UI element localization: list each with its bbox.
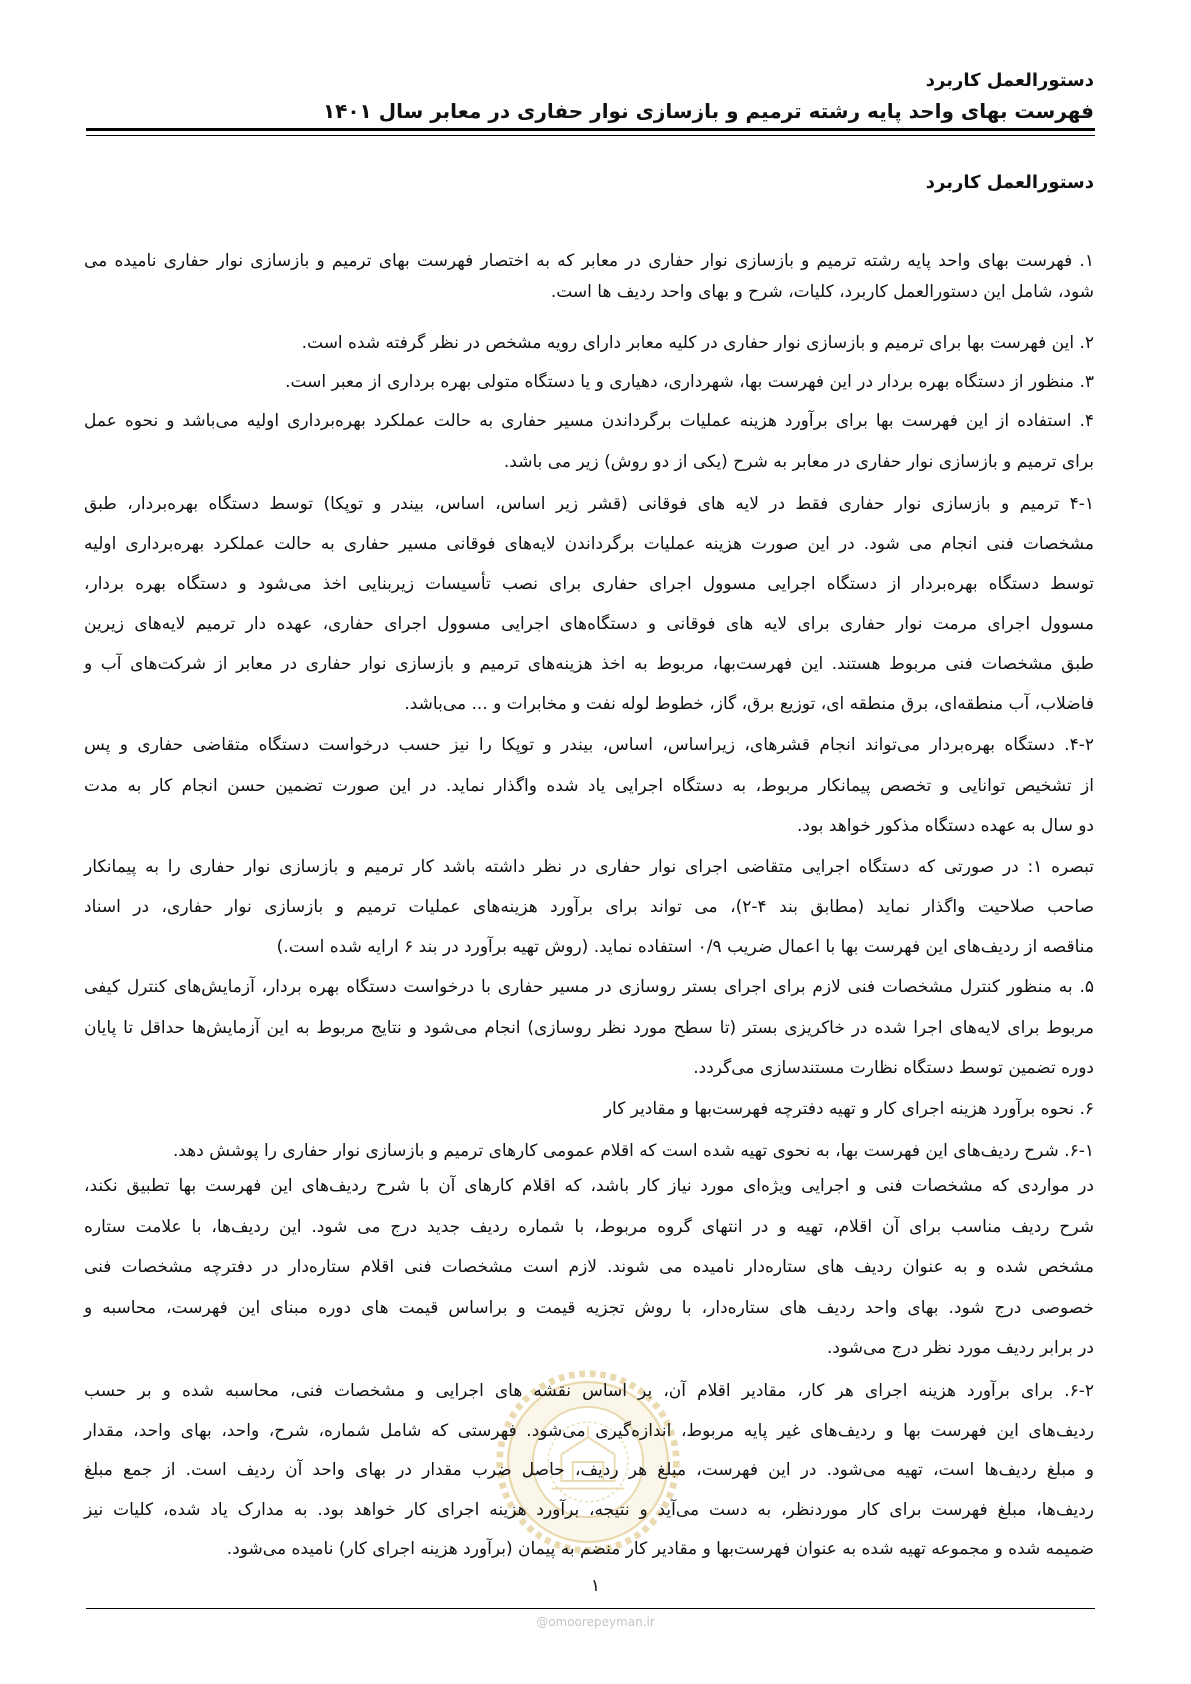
paragraph-2 [84,323,1094,363]
paragraph-5 [84,967,1094,1089]
text-line: مشخصات فنی انجام می شود. در این صورت هزینه عملیات برگرداندن لایه‌های فوقانی مسیر حفاری به حالت عملکرد بهره‌برداری اولیه [84,534,1094,554]
text-line: ۴. استفاده از این فهرست بها برای برآورد هزینه عملیات برگرداندن مسیر حفاری به حالت عملکرد بهره‌برداری اولیه می‌باشد و نحوه عمل [84,411,1094,431]
running-header-title: دستورالعمل کاربرد [925,70,1094,91]
text-line: شود، شامل این دستورالعمل کاربرد، کلیات، شرح و بهای واحد ردیف ها است. [550,282,1094,302]
text-line: در مواردی که مشخصات فنی و اجرایی ویژه‌ای مورد نیاز کار باشد، که اقلام کارهای آن با شرح ردیف‌های این فهرست بها تطبیق نکند، [84,1176,1094,1196]
text-line: مناقصه از ردیف‌های این فهرست بها با اعمال ضریب ۰/۹ استفاده نماید. (روش تهیه برآورد در بند ۶ ارایه شده است.) [276,937,1094,957]
paragraph-1 [84,246,1094,308]
text-line: ۶-۱. شرح ردیف‌های این فهرست بها، به نحوی تهیه شده است که اقلام عمومی کارهای ترمیم و بازسازی نوار حفاری را پوشش دهد. [172,1141,1094,1161]
paragraph-6 [84,1089,1094,1129]
text-line: دو سال به عهده دستگاه مذکور خواهد بود. [797,816,1094,836]
text-line: مربوط برای لایه‌های اجرا شده در خاکریزی بستر (تا سطح مورد نظر روسازی) انجام می‌شود و نتایج مربوط به این آزمایش‌ها حداقل تا پایان [84,1017,1094,1038]
text-line: توسط دستگاه بهره‌بردار از دستگاه اجرایی مسوول اجرای حفاری برای نصب تأسیسات زیربنایی اخذ می‌شود و دستگاه بهره بردار، [84,574,1094,594]
note-1 [84,847,1094,967]
text-line: ۴-۲. دستگاه بهره‌بردار می‌تواند انجام قشرهای، زیراساس، اساس، بیندر و توپکا را نیز حسب درخواست دستگاه متقاضی حفاری و پس [84,735,1094,755]
text-line: ۳. منظور از دستگاه بهره بردار در این فهرست بها، شهرداری، دهیاری و یا دستگاه متولی بهره برداری از معبر است. [285,372,1094,392]
paragraph-4 [84,401,1094,483]
text-line: ردیف‌ها، مبلغ فهرست برای کار موردنظر، به دست می‌آید و نتیجه، برآورد هزینه اجرای کار خواهد بود. به مدارک یاد شده، کلیات نیز [84,1499,1094,1520]
text-line: صاحب صلاحیت واگذار نماید (مطابق بند ۴-۲)، می تواند برای برآورد هزینه‌های عملیات ترمیم و بازسازی نوار حفاری، در اسناد [84,897,1095,917]
text-line: ۶. نحوه برآورد هزینه اجرای کار و تهیه دفترچه فهرست‌بها و مقادیر کار [603,1099,1094,1119]
paragraph-4-1 [84,484,1094,724]
watermark-site-text: @omoorepeyman.ir [536,1615,655,1629]
header-rule-thin [86,135,1095,136]
text-line: مسوول اجرای مرمت نوار حفاری برای لایه های فوقانی و دستگاه‌های اجرایی مسوول اجرای حفاری، عهده دار ترمیم لایه‌های زیرین [84,614,1094,634]
paragraph-6-2 [84,1372,1094,1570]
paragraph-6-1-continued [84,1166,1094,1369]
text-line: فاضلاب، آب منطقه‌ای، برق منطقه ای، توزیع برق، گاز، خطوط لوله نفت و مخابرات و ... می‌باشد. [404,694,1094,714]
text-line: ۵. به منظور کنترل مشخصات فنی لازم برای اجرای بستر روسازی در مسیر حفاری با درخواست دستگاه بهره بردار، آزمایش‌های کنترل کیفی [84,977,1094,997]
running-header-subtitle: فهرست بهای واحد پایه رشته ترمیم و بازسازی نوار حفاری در معابر سال ۱۴۰۱ [322,99,1094,123]
text-line: از تشخیص توانایی و تخصص پیمانکار مربوط، به دستگاه اجرایی یاد شده واگذار نماید. در این صورت تضمین حسن انجام کار به مدت [84,775,1094,796]
paragraph-6-1 [84,1131,1094,1171]
text-line: ۶-۲. برای برآورد هزینه اجرای هر کار، مقادیر اقلام آن، بر اساس نقشه های اجرایی و مشخصات فنی، محاسبه شده و بر حسب [84,1381,1094,1401]
paragraph-4-2 [84,725,1094,847]
text-line: و مبلغ ردیف‌ها است، تهیه می‌شود. در این فهرست، مبلغ هر ردیف، حاصل ضرب مقدار در بهای واحد آن ردیف است. از جمع مبلغ [84,1460,1094,1480]
section-title: دستورالعمل کاربرد [925,172,1094,193]
paragraph-3 [84,362,1094,402]
text-line: در برابر ردیف مورد نظر درج می‌شود. [826,1338,1094,1358]
text-line: طبق مشخصات فنی مربوط هستند. این فهرست‌بها، مربوط به اخذ هزینه‌های ترمیم و بازسازی نوار حفاری در معابر از شرکت‌های آب و [84,654,1094,674]
text-line: تبصره ۱: در صورتی که دستگاه اجرایی متقاضی اجرای نوار حفاری در نظر داشته باشد کار ترمیم و بازسازی نوار حفاری را به پیمانکار [84,857,1094,877]
text-line: ۱. فهرست بهای واحد پایه رشته ترمیم و بازسازی نوار حفاری در معابر که به اختصار فهرست بهای ترمیم و بازسازی نوار حفاری نامیده می [84,251,1094,271]
text-line: ضمیمه شده و مجموعه تهیه شده به عنوان فهرست‌بها و مقادیر کار منضم به پیمان (برآورد هزینه اجرای کار) نامیده می‌شود. [226,1539,1094,1559]
text-line: خصوصی درج شود. بهای واحد ردیف های ستاره‌دار، با روش تجزیه قیمت و براساس قیمت های دوره مبنای این فهرست، محاسبه و [84,1297,1094,1318]
header-rule-thick [86,128,1095,131]
text-line: دوره تضمین توسط دستگاه نظارت مستندسازی می‌گردد. [693,1058,1094,1078]
text-line: شرح ردیف مناسب برای آن اقلام، تهیه و در انتهای گروه مربوط، با شماره ردیف جدید درج می شود. این ردیف‌ها، با علامت ستاره [84,1216,1094,1237]
text-line: مشخص شده و به عنوان ردیف های ستاره‌دار نامیده می شوند. لازم است مشخصات فنی اقلام ستاره‌دار در دفترچه مشخصات فنی [84,1257,1094,1277]
text-line: ۲. این فهرست بها برای ترمیم و بازسازی نوار حفاری در کلیه معابر دارای رویه مشخص در نظر گرفته شده است. [301,333,1094,353]
page-number: ۱ [590,1576,601,1596]
text-line: برای ترمیم و بازسازی نوار حفاری در معابر به شرح (یکی از دو روش) زیر می باشد. [503,452,1094,472]
text-line: ردیف‌های این فهرست بها و ردیف‌های غیر پایه مربوط، اندازه‌گیری می‌شود. فهرستی که شامل شماره، شرح، واحد، بهای واحد، مقدار [84,1420,1094,1441]
footer-rule [86,1608,1095,1609]
text-line: ۴-۱ ترمیم و بازسازی نوار حفاری فقط در لایه های فوقانی (قشر زیر اساس، اساس، بیندر و توپکا) توسط دستگاه بهره‌بردار، طبق [84,494,1094,514]
